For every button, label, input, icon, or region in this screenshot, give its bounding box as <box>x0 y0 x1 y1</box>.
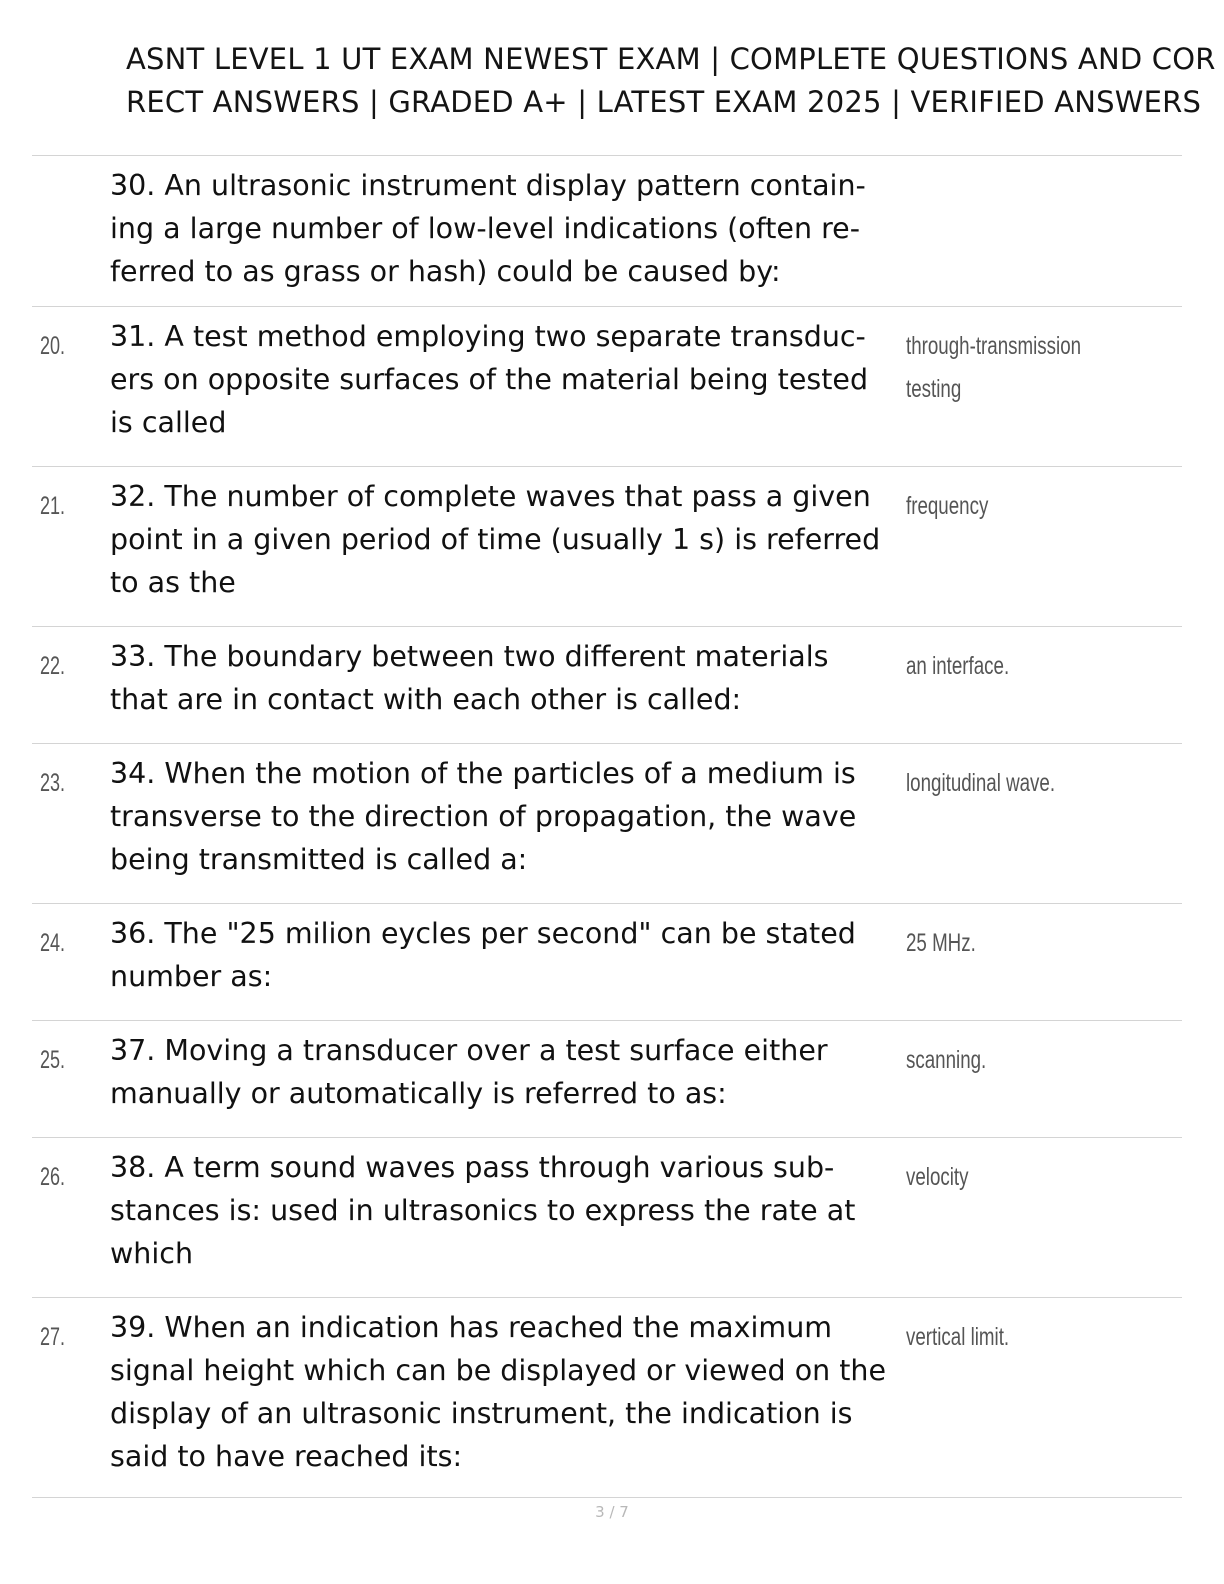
qa-row <box>32 307 1182 467</box>
question-text <box>110 315 900 444</box>
qa-row <box>32 904 1182 1021</box>
document-header <box>126 38 1224 124</box>
answer-line: testing <box>906 375 962 403</box>
answer-text <box>906 762 1109 805</box>
qa-row <box>32 467 1182 627</box>
row-number: 27. <box>40 1323 66 1351</box>
question-text <box>110 1146 900 1275</box>
answer-text <box>906 1156 1109 1199</box>
question-line: number as: <box>110 960 273 993</box>
answer-text <box>906 1316 1109 1359</box>
question-line: manually or automatically is referred to as: <box>110 1077 727 1110</box>
question-text <box>110 1029 900 1115</box>
page-number: 3 / 7 <box>595 1503 629 1521</box>
qa-row <box>32 1021 1182 1138</box>
answer-text <box>906 922 1109 965</box>
question-line: point in a given period of time (usually 1 s) is referred <box>110 523 881 556</box>
question-line: to as the <box>110 566 236 599</box>
row-number: 24. <box>40 929 66 957</box>
question-text <box>110 912 900 998</box>
header-title-line-2: RECT ANSWERS | GRADED A+ | LATEST EXAM 2025 | VERIFIED ANSWERS <box>126 85 1202 119</box>
answer-text <box>906 645 1109 688</box>
question-line: that are in contact with each other is called: <box>110 683 742 716</box>
question-line: display of an ultrasonic instrument, the indication is <box>110 1397 853 1430</box>
row-number: 26. <box>40 1163 66 1191</box>
question-line: 37. Moving a transducer over a test surface either <box>110 1034 828 1067</box>
qa-row <box>32 744 1182 904</box>
answer-line: longitudinal wave. <box>906 769 1056 797</box>
question-line: 34. When the motion of the particles of a medium is <box>110 757 856 790</box>
answer-text <box>906 1039 1109 1082</box>
question-line: 32. The number of complete waves that pass a given <box>110 480 871 513</box>
answer-text <box>906 325 1109 411</box>
row-number: 20. <box>40 332 66 360</box>
answer-line: 25 MHz. <box>906 929 976 957</box>
answer-line: an interface. <box>906 652 1010 680</box>
question-line: signal height which can be displayed or viewed on the <box>110 1354 887 1387</box>
question-line: 31. A test method employing two separate transduc- <box>110 320 866 353</box>
qa-table <box>32 155 1182 1498</box>
question-line: stances is: used in ultrasonics to express the rate at <box>110 1194 856 1227</box>
answer-text <box>906 485 1109 528</box>
question-line: transverse to the direction of propagation, the wave <box>110 800 857 833</box>
answer-line: vertical limit. <box>906 1323 1010 1351</box>
question-line: is called <box>110 406 227 439</box>
question-line: ing a large number of low-level indications (often re- <box>110 212 860 245</box>
row-number: 25. <box>40 1046 66 1074</box>
question-line: 30. An ultrasonic instrument display pattern contain- <box>110 169 866 202</box>
question-line: ferred to as grass or hash) could be caused by: <box>110 255 781 288</box>
answer-line: frequency <box>906 492 989 520</box>
question-line: said to have reached its: <box>110 1440 463 1473</box>
answer-line: velocity <box>906 1163 969 1191</box>
question-text <box>110 635 900 721</box>
question-text <box>110 752 900 881</box>
row-number: 21. <box>40 492 66 520</box>
qa-row <box>32 156 1182 307</box>
question-line: 39. When an indication has reached the maximum <box>110 1311 833 1344</box>
question-line: ers on opposite surfaces of the material being tested <box>110 363 869 396</box>
qa-row <box>32 1298 1182 1498</box>
answer-line: scanning. <box>906 1046 987 1074</box>
qa-row <box>32 627 1182 744</box>
row-number: 23. <box>40 769 66 797</box>
question-line: 36. The "25 milion eycles per second" can be stated <box>110 917 856 950</box>
question-text <box>110 475 900 604</box>
question-text <box>110 164 900 293</box>
question-text <box>110 1306 900 1478</box>
header-title-line-1: ASNT LEVEL 1 UT EXAM NEWEST EXAM | COMPLETE QUESTIONS AND COR <box>126 42 1216 76</box>
question-line: 33. The boundary between two different materials <box>110 640 829 673</box>
row-number: 22. <box>40 652 66 680</box>
qa-row <box>32 1138 1182 1298</box>
question-line: which <box>110 1237 194 1270</box>
question-line: 38. A term sound waves pass through various sub- <box>110 1151 835 1184</box>
question-line: being transmitted is called a: <box>110 843 528 876</box>
answer-line: through-transmission <box>906 332 1082 360</box>
